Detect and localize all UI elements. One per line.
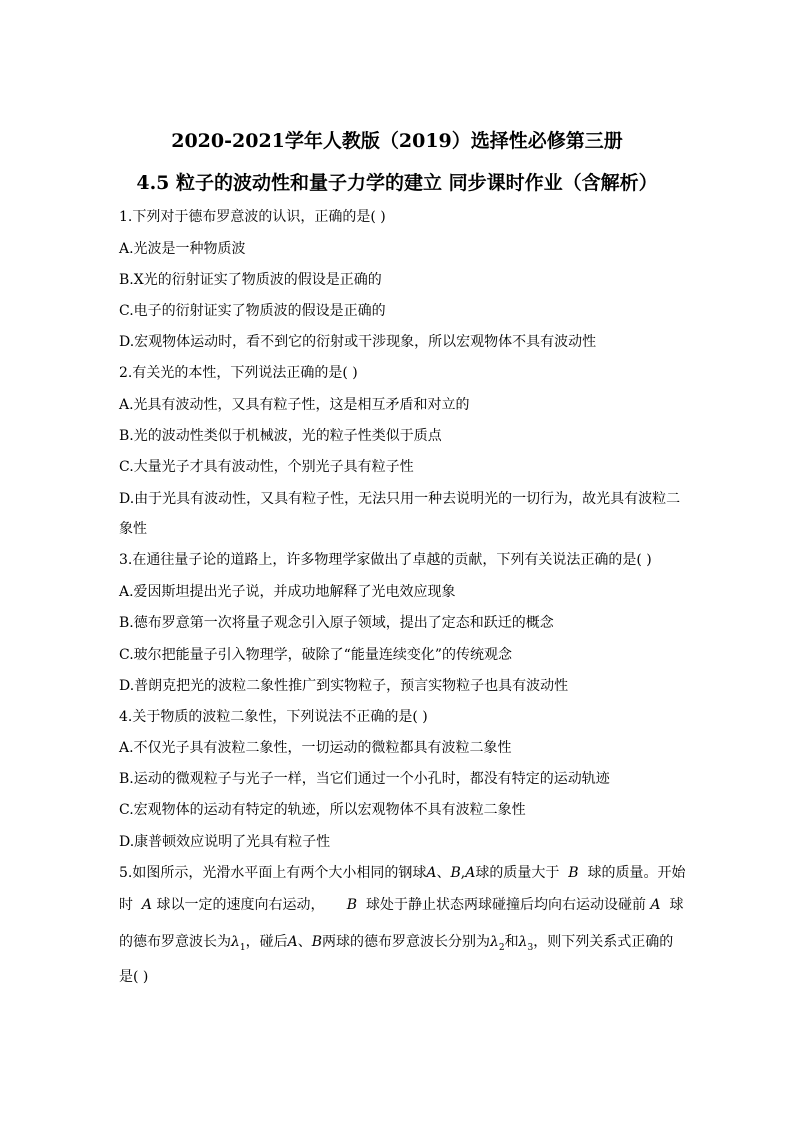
q5-text: 5.如图所示，光滑水平面上有两个大小相同的钢球 [119, 865, 427, 881]
q5-text: 球处于静止状态两球碰撞后均向右运动设碰前 [365, 897, 646, 913]
q5-var-b: B [568, 865, 579, 881]
q5-text: 球以一定的速度向右运动， [156, 897, 325, 913]
q5-subscript: 1 [239, 942, 246, 953]
question-2-option-d-continued: 象性 [119, 521, 147, 537]
q5-text: 球 [669, 897, 684, 913]
question-4-option-b: B.运动的微观粒子与光子一样，当它们通过一个小孔时，都没有特定的运动轨迹 [119, 771, 610, 787]
question-3-option-a: A.爱因斯坦提出光子说，并成功地解释了光电效应现象 [119, 584, 456, 600]
q5-lambda: λ [231, 934, 240, 950]
q5-lambda: λ [490, 934, 499, 950]
q5-var-b: B [450, 865, 461, 881]
q5-text: 、 [297, 934, 312, 950]
question-4-option-c: C.宏观物体的运动有特定的轨迹，所以宏观物体不具有波粒二象性 [119, 802, 526, 818]
question-5-line-1 [119, 864, 685, 882]
q5-var-a: A [465, 865, 476, 881]
q5-subscript: 2 [498, 942, 505, 953]
q5-lambda: λ [518, 934, 528, 950]
question-1-option-c: C.电子的衍射证实了物质波的假设是正确的 [119, 303, 386, 319]
question-4-option-d: D.康普顿效应说明了光具有粒子性 [119, 834, 331, 850]
q5-var-a: A [287, 934, 298, 950]
question-3-option-d: D.普朗克把光的波粒二象性推广到实物粒子，预言实物粒子也具有波动性 [119, 678, 569, 694]
question-5-line-2 [119, 896, 683, 914]
document-subtitle: 4.5 粒子的波动性和量子力学的建立 同步课时作业（含解析） [136, 172, 658, 194]
q5-text: ，则下列关系式正确的 [533, 934, 674, 950]
question-1-option-b: B.X光的衍射证实了物质波的假设是正确的 [119, 272, 382, 288]
question-4-stem: 4.关于物质的波粒二象性，下列说法不正确的是( ) [119, 709, 428, 725]
question-5-line-3 [119, 933, 673, 957]
question-2-option-b: B.光的波动性类似于机械波，光的粒子性类似于质点 [119, 428, 442, 444]
q5-text: ，碰后 [245, 934, 288, 950]
q5-var-b: B [311, 934, 323, 950]
question-3-stem: 3.在通往量子论的道路上，许多物理学家做出了卓越的贡献，下列有关说法正确的是( ) [119, 552, 652, 568]
question-4-option-a: A.不仅光子具有波粒二象性，一切运动的微粒都具有波粒二象性 [119, 740, 512, 756]
question-2-option-c: C.大量光子才具有波动性，个别光子具有粒子性 [119, 459, 414, 475]
q5-text: 球的质量大于 [475, 865, 560, 881]
question-1-option-a: A.光波是一种物质波 [119, 241, 246, 257]
question-2-option-a: A.光具有波动性，又具有粒子性，这是相互矛盾和对立的 [119, 397, 470, 413]
q5-text: 的德布罗意波长为 [119, 934, 231, 950]
question-3-option-c: C.玻尔把能量子引入物理学，破除了“能量连续变化”的传统观念 [119, 647, 512, 663]
q5-subscript: 3 [527, 942, 534, 953]
question-1-stem: 1.下列对于德布罗意波的认识，正确的是( ) [119, 209, 386, 225]
q5-var-b: B [346, 897, 358, 913]
q5-text: 时 [119, 897, 133, 913]
q5-var-a: A [141, 897, 153, 913]
question-2-option-d: D.由于光具有波动性，又具有粒子性，无法只用一种去说明光的一切行为，故光具有波粒二 [119, 491, 681, 507]
question-5-line-4: 是( ) [119, 969, 149, 985]
q5-text: 两球的德布罗意波长分别为 [322, 934, 491, 950]
q5-var-a: A [650, 897, 661, 913]
q5-text: , [460, 865, 466, 881]
question-3-option-b: B.德布罗意第一次将量子观念引入原子领域，提出了定态和跃迁的概念 [119, 615, 554, 631]
document-title: 2020-2021学年人教版（2019）选择性必修第三册 [171, 130, 623, 152]
q5-text: 球的质量。开始 [587, 865, 686, 881]
q5-text: 和 [504, 934, 519, 950]
q5-text: 、 [436, 865, 451, 881]
question-2-stem: 2.有关光的本性，下列说法正确的是( ) [119, 365, 358, 381]
question-1-option-d: D.宏观物体运动时，看不到它的衍射或干涉现象，所以宏观物体不具有波动性 [119, 334, 597, 350]
q5-var-a: A [426, 865, 437, 881]
